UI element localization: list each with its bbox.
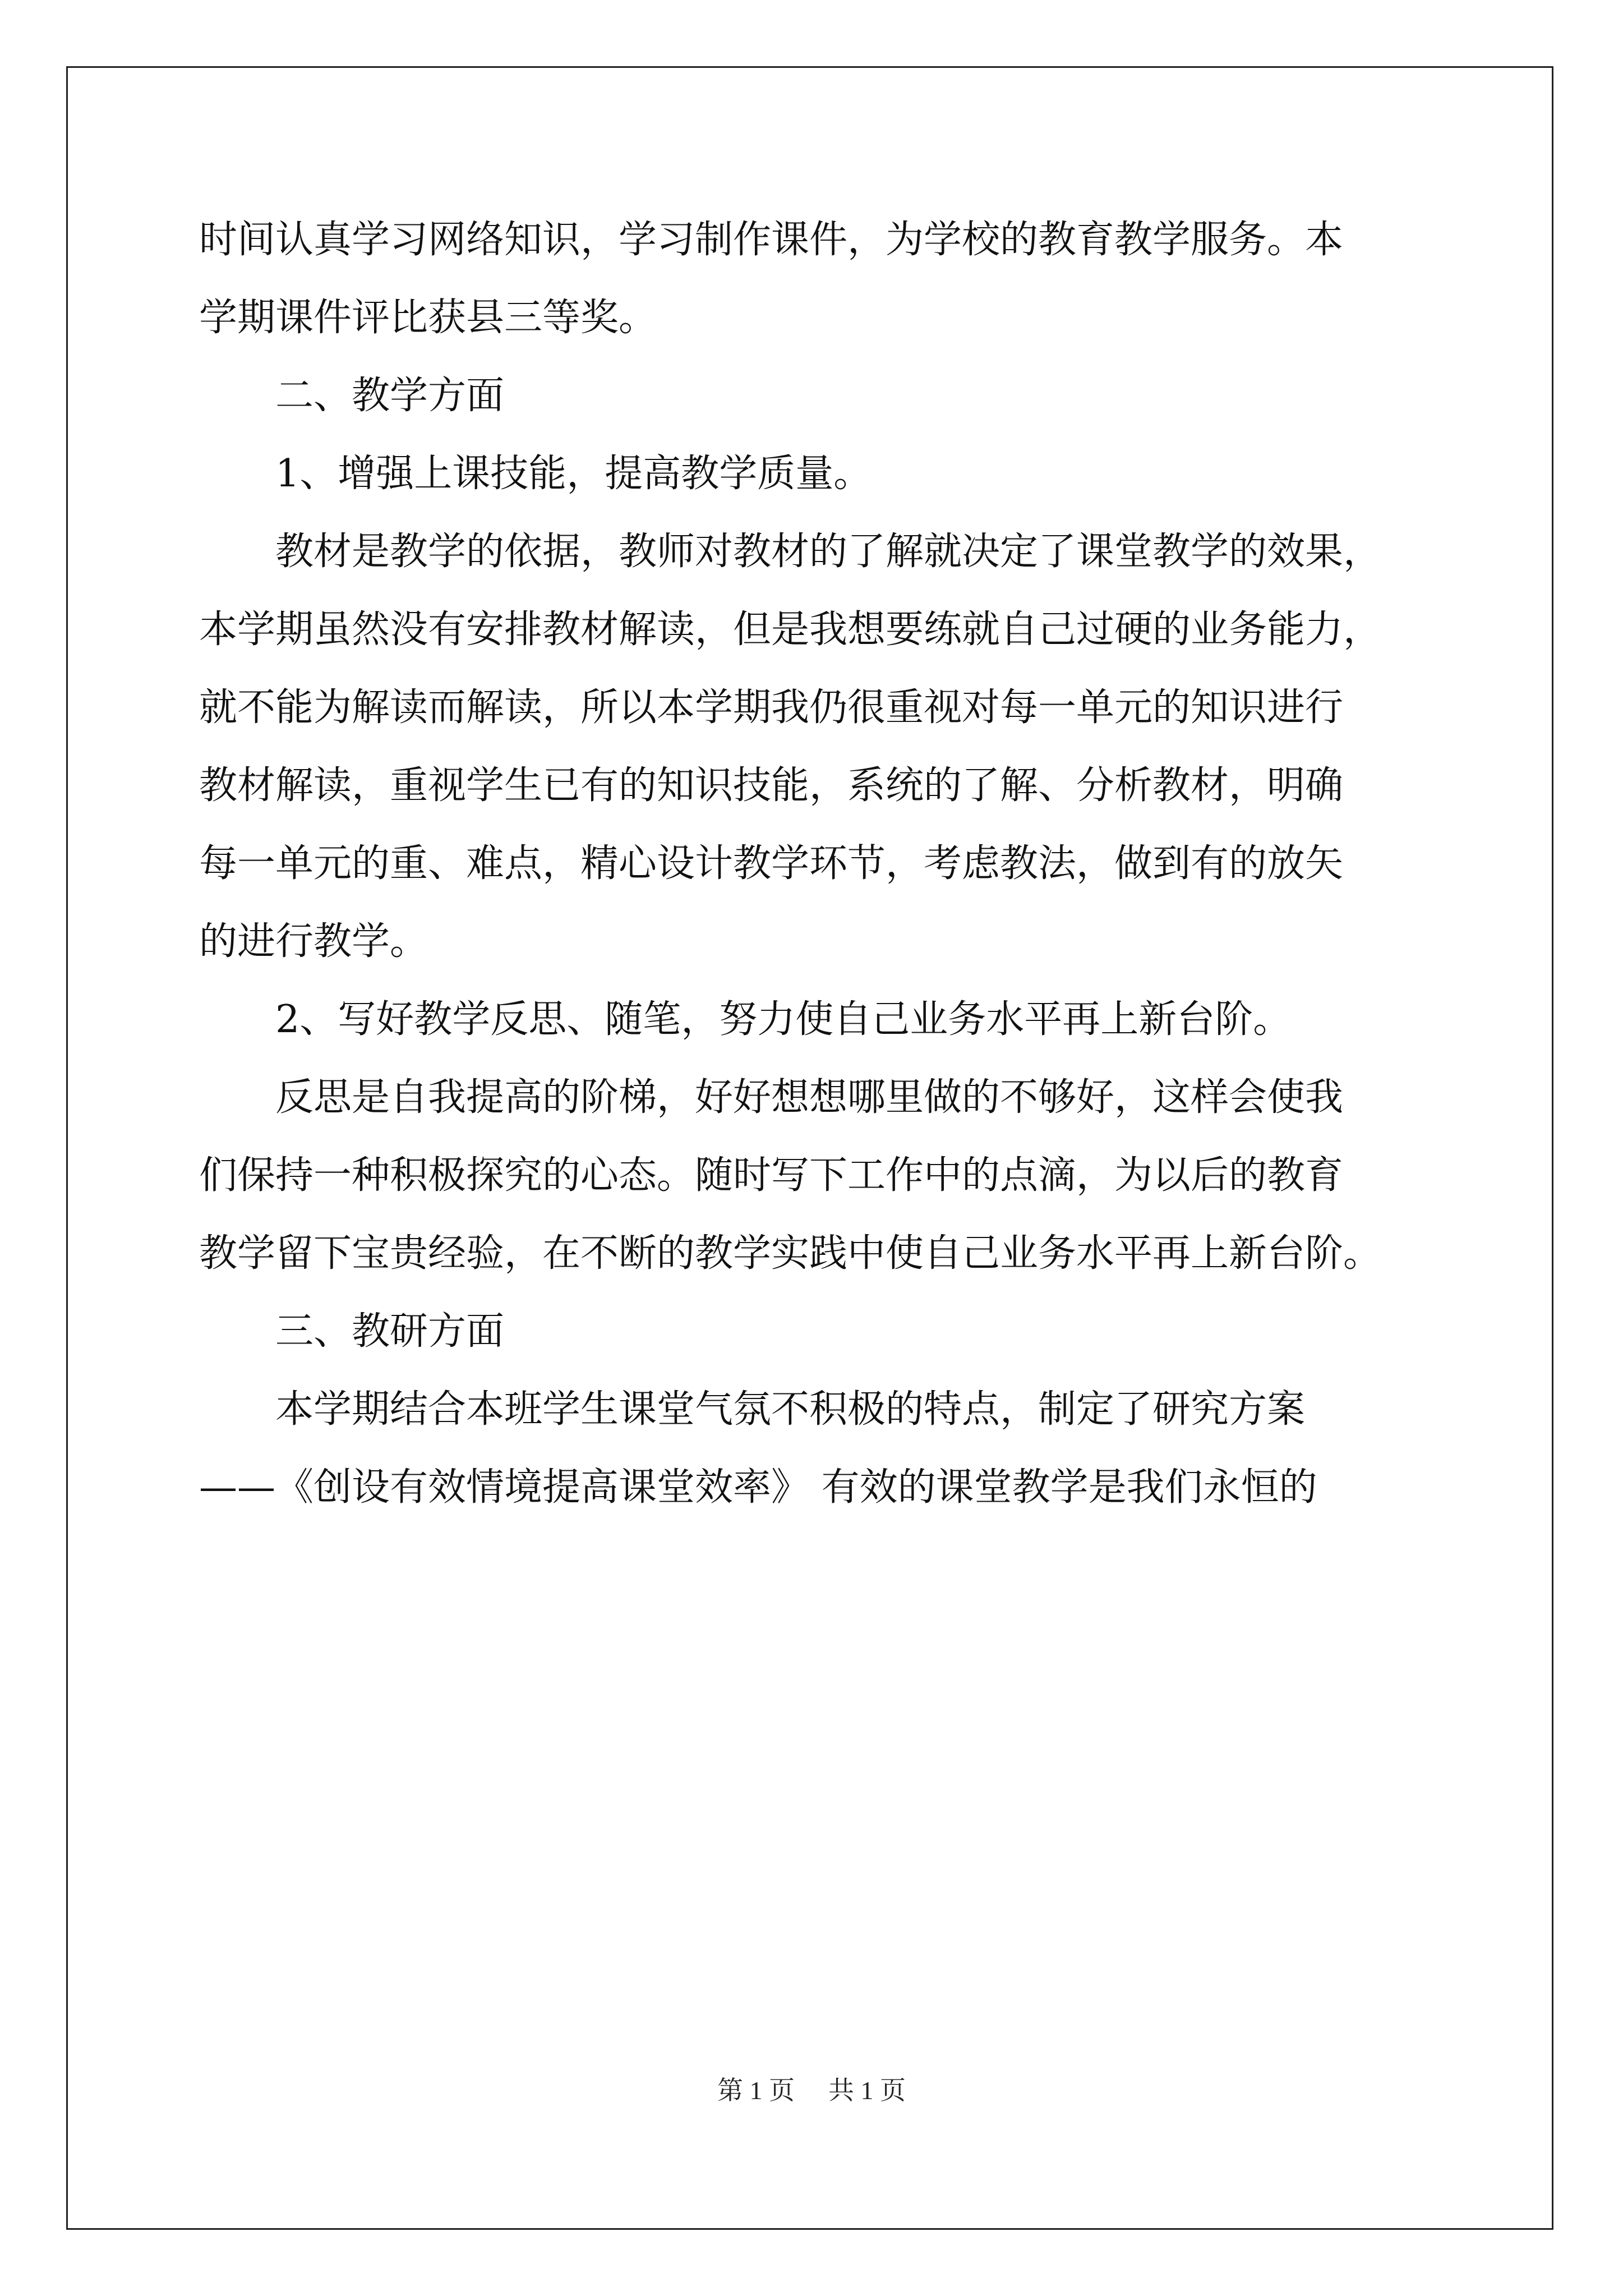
text-line: 每一单元的重、难点，精心设计教学环节，考虑教法，做到有的放矢 [199, 841, 1344, 886]
subsection-heading: 2、写好教学反思、随笔，努力使自己业务水平再上新台阶。 [199, 997, 1292, 1042]
page-total: 共 1 页 [828, 2076, 906, 2105]
text-line: 学期课件评比获县三等奖。 [199, 296, 657, 340]
text-line: 们保持一种积极探究的心态。随时写下工作中的点滴，为以后的教育 [199, 1153, 1344, 1198]
subsection-heading: 1、增强上课技能，提高教学质量。 [199, 452, 872, 496]
text-line: 时间认真学习网络知识，学习制作课件，为学校的教育教学服务。本 [199, 218, 1344, 262]
text-line: 教材是教学的依据，教师对教材的了解就决定了课堂教学的效果， [199, 530, 1382, 574]
section-heading: 二、教学方面 [199, 374, 505, 418]
text-line: ——《创设有效情境提高课堂效率》 有效的课堂教学是我们永恒的 [199, 1465, 1317, 1510]
text-line: 的进行教学。 [199, 919, 428, 964]
text-line: 教学留下宝贵经验，在不断的教学实践中使自己业务水平再上新台阶。 [199, 1231, 1382, 1276]
text-line: 反思是自我提高的阶梯，好好想想哪里做的不够好，这样会使我 [199, 1075, 1344, 1120]
page-number: 第 1 页 [717, 2076, 795, 2105]
text-line: 本学期结合本班学生课堂气氛不积极的特点，制定了研究方案 [199, 1387, 1306, 1432]
text-line: 就不能为解读而解读，所以本学期我仍很重视对每一单元的知识进行 [199, 685, 1344, 730]
page-footer [0, 2070, 1623, 2107]
text-line: 教材解读，重视学生已有的知识技能，系统的了解、分析教材，明确 [199, 763, 1344, 808]
text-line: 本学期虽然没有安排教材解读，但是我想要练就自己过硬的业务能力， [199, 608, 1382, 652]
section-heading: 三、教研方面 [199, 1309, 505, 1354]
